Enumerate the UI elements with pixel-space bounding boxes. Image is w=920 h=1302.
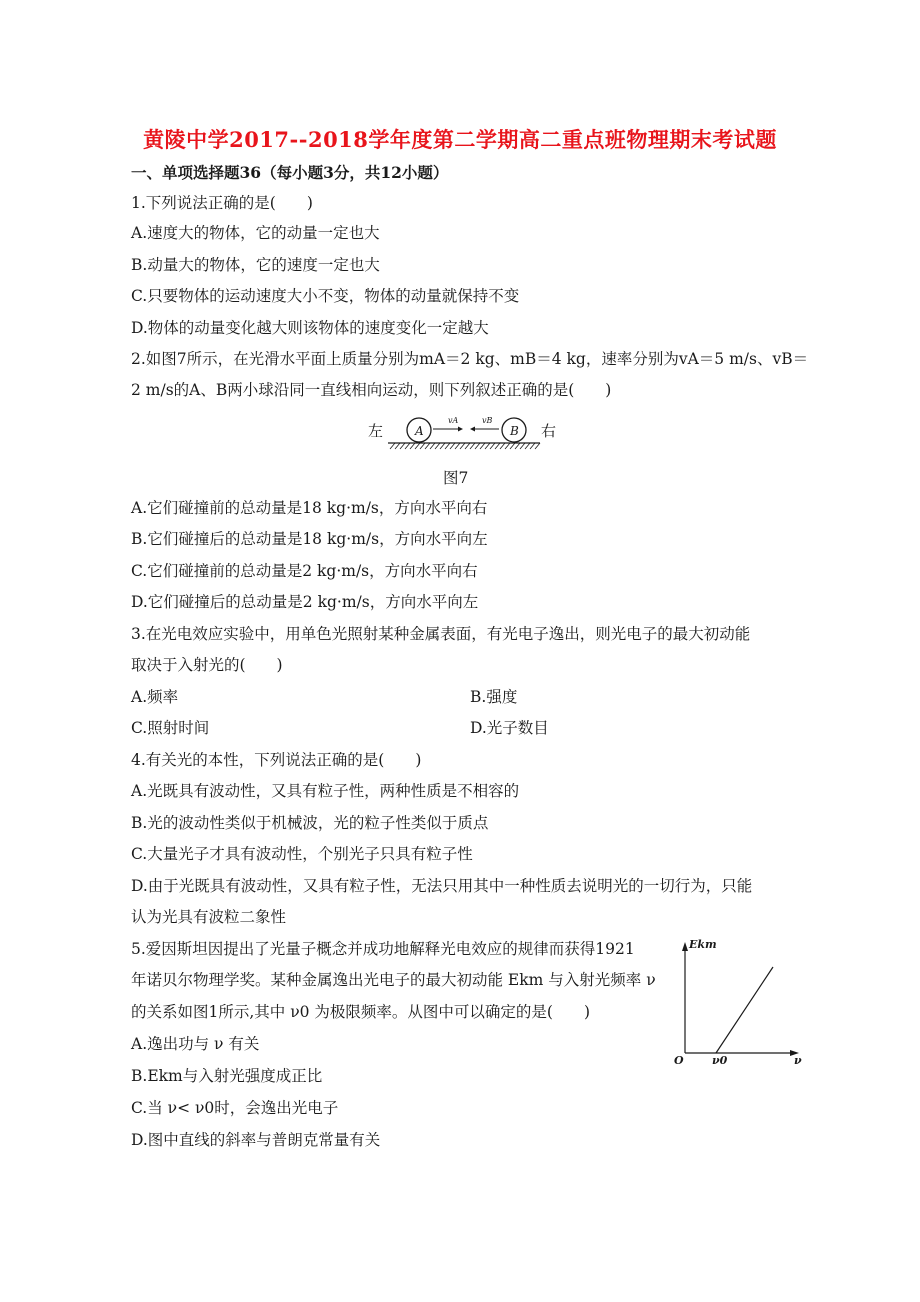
graph-y-arrowhead (682, 942, 688, 951)
q1-option-b: B.动量大的物体，它的速度一定也大 (131, 256, 380, 274)
velocity-a-arrowhead (458, 427, 463, 432)
hatch-stroke (505, 443, 510, 449)
q2-stem-line2: 2 m/s的A、B两小球沿同一直线相向运动，则下列叙述正确的是( ) (131, 381, 612, 399)
hatch-stroke (395, 443, 400, 449)
q2-stem-line1: 2.如图7所示，在光滑水平面上质量分别为mA＝2 kg、mB＝4 kg，速率分别为vA＝5 m/s、vB＝ (131, 350, 809, 368)
hatch-stroke (535, 443, 540, 449)
hatch-stroke (410, 443, 415, 449)
q3-stem-line2: 取决于入射光的( ) (131, 656, 283, 674)
hatch-stroke (435, 443, 440, 449)
q5-option-c: C.当 ν< ν0时，会逸出光电子 (131, 1099, 339, 1117)
q4-option-c: C.大量光子才具有波动性，个别光子只具有粒子性 (131, 845, 473, 863)
q1-option-c: C.只要物体的运动速度大小不变，物体的动量就保持不变 (131, 287, 520, 305)
graph-origin-label: O (674, 1054, 684, 1065)
q3-stem-line1: 3.在光电效应实验中，用单色光照射某种金属表面，有光电子逸出，则光电子的最大初动能 (131, 625, 751, 643)
hatch-stroke (420, 443, 425, 449)
hatch-stroke (390, 443, 395, 449)
q2-option-a: A.它们碰撞前的总动量是18 kg·m/s，方向水平向右 (131, 499, 488, 517)
hatch-stroke (460, 443, 465, 449)
collision-figure (360, 410, 560, 454)
hatch-stroke (470, 443, 475, 449)
q4-option-b: B.光的波动性类似于机械波，光的粒子性类似于质点 (131, 814, 489, 832)
q3-option-b: B.强度 (470, 688, 518, 706)
graph-v0-label: ν0 (712, 1054, 728, 1065)
graph-y-label: Ekm (689, 938, 717, 951)
hatch-stroke (525, 443, 530, 449)
q1-option-a: A.速度大的物体，它的动量一定也大 (131, 224, 380, 242)
q1-option-d: D.物体的动量变化越大则该物体的速度变化一定越大 (131, 319, 489, 337)
hatch-stroke (440, 443, 445, 449)
q1-stem: 1.下列说法正确的是( ) (131, 194, 313, 212)
q5-option-b: B.Ekm与入射光强度成正比 (131, 1067, 323, 1085)
figure-left-label: 左 (368, 422, 384, 440)
hatch-stroke (520, 443, 525, 449)
q5-stem-line2: 年诺贝尔物理学奖。某种金属逸出光电子的最大初动能 Ekm 与入射光频率 ν (131, 971, 656, 989)
hatch-stroke (475, 443, 480, 449)
q3-option-d: D.光子数目 (470, 719, 549, 737)
photoelectric-graph (670, 935, 810, 1065)
q2-option-b: B.它们碰撞后的总动量是18 kg·m/s，方向水平向左 (131, 530, 488, 548)
q4-option-a: A.光既具有波动性，又具有粒子性，两种性质是不相容的 (131, 782, 520, 800)
hatch-stroke (480, 443, 485, 449)
q3-option-c: C.照射时间 (131, 719, 210, 737)
q3-option-a: A.频率 (131, 688, 179, 706)
q4-stem: 4.有关光的本性，下列说法正确的是( ) (131, 751, 422, 769)
q2-option-c: C.它们碰撞前的总动量是2 kg·m/s，方向水平向右 (131, 562, 478, 580)
hatch-stroke (510, 443, 515, 449)
section-heading: 一、单项选择题36（每小题3分，共12小题） (131, 163, 449, 182)
hatch-stroke (455, 443, 460, 449)
q2-option-d: D.它们碰撞后的总动量是2 kg·m/s，方向水平向左 (131, 593, 479, 611)
q5-option-a: A.逸出功与 ν 有关 (131, 1035, 260, 1053)
hatch-stroke (400, 443, 405, 449)
ball-b-label: B (510, 424, 519, 438)
hatch-stroke (405, 443, 410, 449)
graph-line (716, 967, 773, 1053)
figure-caption: 图7 (443, 469, 469, 487)
q5-stem-line1: 5.爱因斯坦因提出了光量子概念并成功地解释光电效应的规律而获得1921 (131, 940, 635, 958)
exam-title: 黄陵中学2017--2018学年度第二学期高二重点班物理期末考试题 (143, 127, 777, 152)
hatch-stroke (450, 443, 455, 449)
hatch-stroke (530, 443, 535, 449)
q5-option-d: D.图中直线的斜率与普朗克常量有关 (131, 1131, 381, 1149)
hatch-stroke (430, 443, 435, 449)
q5-stem-line3: 的关系如图1所示,其中 ν0 为极限频率。从图中可以确定的是( ) (131, 1003, 591, 1021)
q4-option-d-line1: D.由于光既具有波动性，又具有粒子性，无法只用其中一种性质去说明光的一切行为，只能 (131, 877, 753, 895)
hatch-stroke (415, 443, 420, 449)
graph-x-label: ν (794, 1054, 802, 1065)
velocity-a-label: vA (448, 416, 459, 425)
hatch-stroke (425, 443, 430, 449)
ball-a-label: A (415, 424, 424, 438)
hatch-stroke (495, 443, 500, 449)
hatch-stroke (485, 443, 490, 449)
hatch-stroke (490, 443, 495, 449)
figure-right-label: 右 (541, 422, 557, 440)
velocity-b-arrowhead (470, 427, 475, 432)
hatch-stroke (515, 443, 520, 449)
velocity-b-label: vB (482, 416, 493, 425)
q4-option-d-line2: 认为光具有波粒二象性 (131, 908, 287, 926)
hatch-stroke (445, 443, 450, 449)
hatch-stroke (465, 443, 470, 449)
hatch-stroke (500, 443, 505, 449)
ground-hatching (390, 443, 540, 449)
